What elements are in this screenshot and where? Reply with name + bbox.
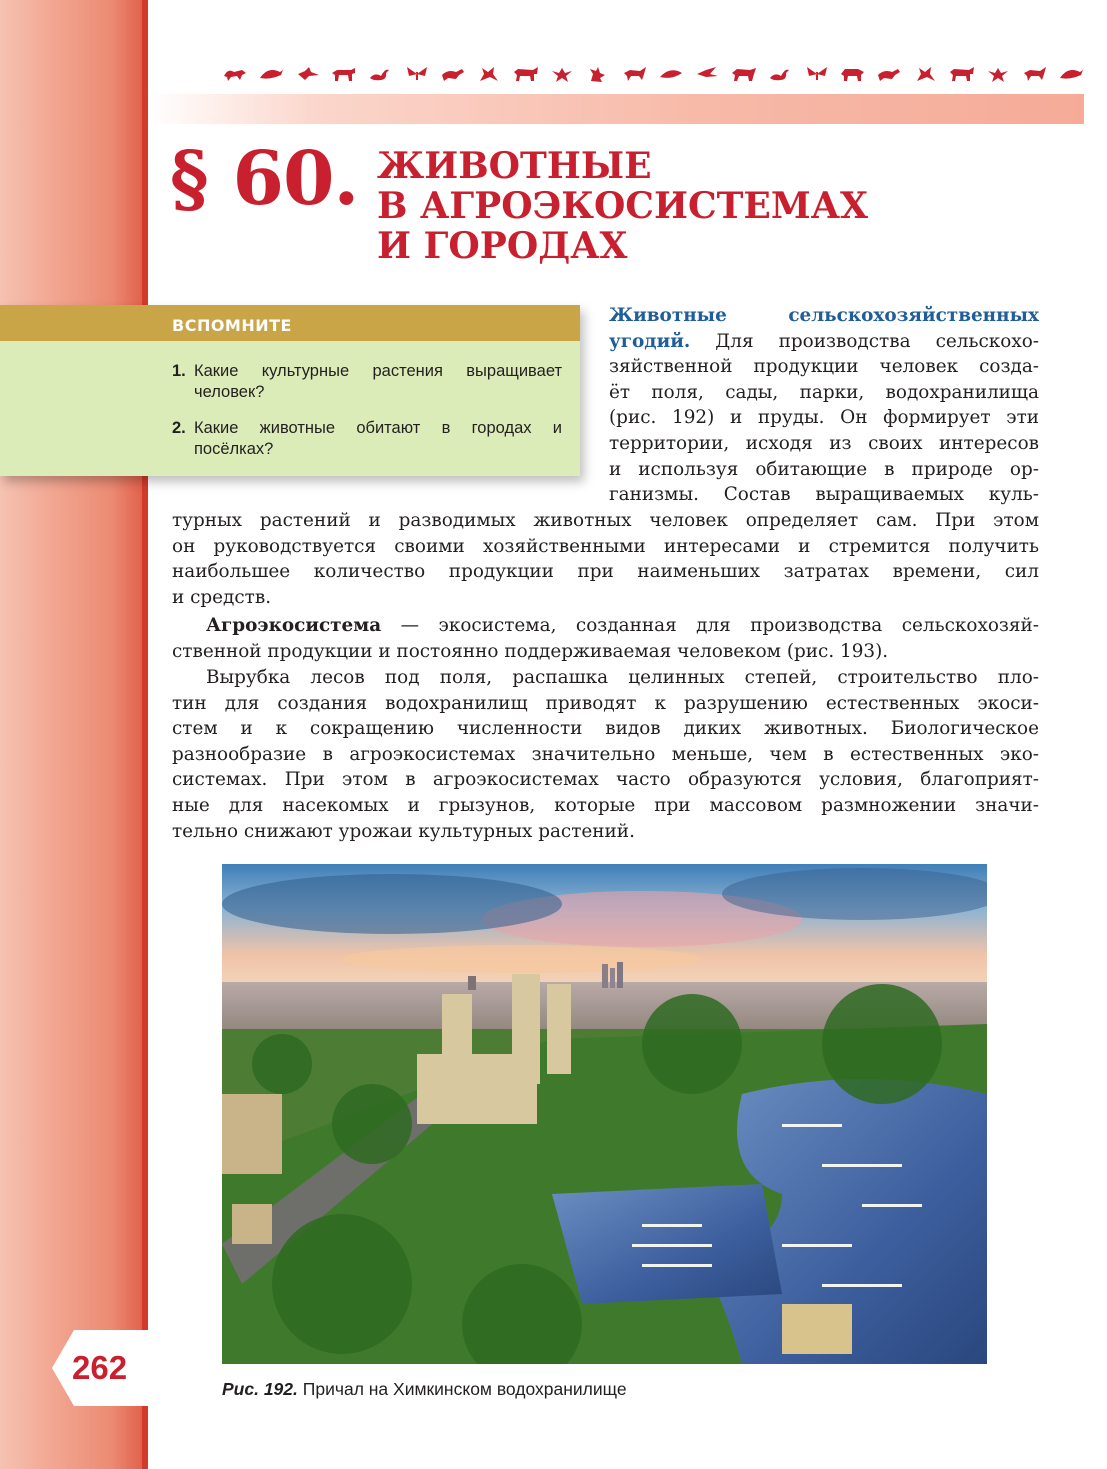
- aerial-city-photo: [222, 864, 987, 1364]
- body-text: — экосистема, созданная для производства сельскохозяй-: [381, 615, 1039, 636]
- animal-silhouette-icon: [913, 64, 939, 84]
- body-text: ственной продукции и постоянно поддерживаемая человеком (рис. 193).: [172, 640, 889, 662]
- animal-silhouette-icon: [1022, 64, 1048, 84]
- animal-silhouette-icon: [585, 64, 611, 84]
- body-text: и используя обитающие в природе ор-: [609, 458, 1039, 480]
- header-bar: [148, 94, 1084, 124]
- remember-heading: ВСПОМНИТЕ: [0, 305, 580, 341]
- animal-silhouette-icon: [804, 64, 830, 84]
- question-text: Какие животные обитают в городах и посёлках?: [194, 419, 562, 458]
- body-paragraph-1-bottom: [172, 508, 1039, 610]
- animal-silhouette-icon: [295, 64, 321, 84]
- question-number: 1.: [172, 362, 186, 380]
- body-text: наибольшее количество продукции при наименьших затратах времени, сил: [172, 561, 1039, 583]
- animal-silhouette-icon: [731, 64, 757, 84]
- animal-silhouette-icon: [331, 64, 357, 84]
- body-text: и средств.: [172, 586, 272, 608]
- body-paragraph-2: [172, 613, 1039, 664]
- body-text: Для производства сельскохо-: [690, 330, 1039, 352]
- remember-question: [172, 361, 562, 403]
- animal-silhouette-icon: [258, 64, 284, 84]
- body-text: территории, исходя из своих интересов: [609, 432, 1039, 454]
- animal-silhouette-icon: [513, 64, 539, 84]
- animal-silhouette-icon: [476, 64, 502, 84]
- body-text: Вырубка лесов под поля, распашка целинных степей, строительство пло-: [206, 667, 1039, 688]
- body-text: ёт поля, сады, парки, водохранилища: [609, 381, 1039, 403]
- body-text: ганизмы. Состав выращиваемых куль-: [609, 484, 1039, 506]
- animal-silhouette-icon: [658, 64, 684, 84]
- question-number: 2.: [172, 419, 186, 437]
- paragraph-number: § 60.: [170, 136, 359, 222]
- body-text: зяйственной продукции человек созда-: [609, 356, 1039, 378]
- page-number: 262: [72, 1349, 128, 1386]
- body-text: тин для создания водохранилищ приводят к разрушению естественных экоси-: [172, 692, 1039, 714]
- section-subheading: Животные сельскохозяйственных: [609, 305, 1039, 326]
- page-title: [377, 146, 977, 266]
- page-title-line: В АГРОЭКОСИСТЕМАХ: [377, 185, 868, 227]
- figure-caption-text: Причал на Химкинском водохранилище: [297, 1379, 627, 1399]
- term-definition: Агроэкосистема: [206, 615, 382, 636]
- figure-photo: [222, 864, 987, 1364]
- body-text: системах. При этом в агроэкосистемах часто образуются условия, благоприят-: [172, 769, 1039, 791]
- animal-silhouette-icon: [440, 64, 466, 84]
- body-paragraph-1-top: [609, 303, 1039, 508]
- remember-questions: [0, 341, 580, 476]
- page-title-line: ЖИВОТНЫЕ: [377, 145, 652, 187]
- body-text: тельно снижают урожаи культурных растений.: [172, 820, 635, 842]
- page-title-line: И ГОРОДАХ: [377, 225, 628, 267]
- animal-silhouette-icon: [404, 64, 430, 84]
- animal-silhouette-icon: [549, 64, 575, 84]
- body-paragraph-3: [172, 665, 1039, 844]
- animal-silhouette-icon: [840, 64, 866, 84]
- question-text: Какие культурные растения выращивает человек?: [194, 362, 562, 401]
- remember-box: [0, 305, 580, 476]
- animal-silhouette-icon: [622, 64, 648, 84]
- figure-label: Рис. 192.: [222, 1379, 298, 1399]
- remember-question: [172, 418, 562, 460]
- animal-silhouette-icon: [876, 64, 902, 84]
- animal-silhouette-icon: [767, 64, 793, 84]
- body-text: ные для насекомых и грызунов, которые при массовом размножении значи-: [172, 794, 1039, 816]
- animal-silhouette-icon: [1058, 64, 1084, 84]
- body-text: (рис. 192) и пруды. Он формирует эти: [609, 407, 1039, 429]
- body-text: он руководствуется своими хозяйственными интересами и стремится получить: [172, 535, 1039, 557]
- left-margin-band: [0, 0, 148, 1469]
- body-text: турных растений и разводимых животных человек определяет сам. При этом: [172, 510, 1039, 531]
- animal-silhouette-icon: [367, 64, 393, 84]
- animal-silhouettes-frieze: [222, 58, 1084, 90]
- animal-silhouette-icon: [222, 64, 248, 84]
- body-text: стем и к сокращению численности видов диких животных. Биологическое: [172, 718, 1039, 740]
- figure-caption: [222, 1379, 627, 1400]
- section-subheading: угодий.: [609, 330, 691, 352]
- body-text: разнообразие в агроэкосистемах значительно меньше, чем в естественных эко-: [172, 743, 1039, 765]
- animal-silhouette-icon: [949, 64, 975, 84]
- animal-silhouette-icon: [985, 64, 1011, 84]
- animal-silhouette-icon: [694, 64, 720, 84]
